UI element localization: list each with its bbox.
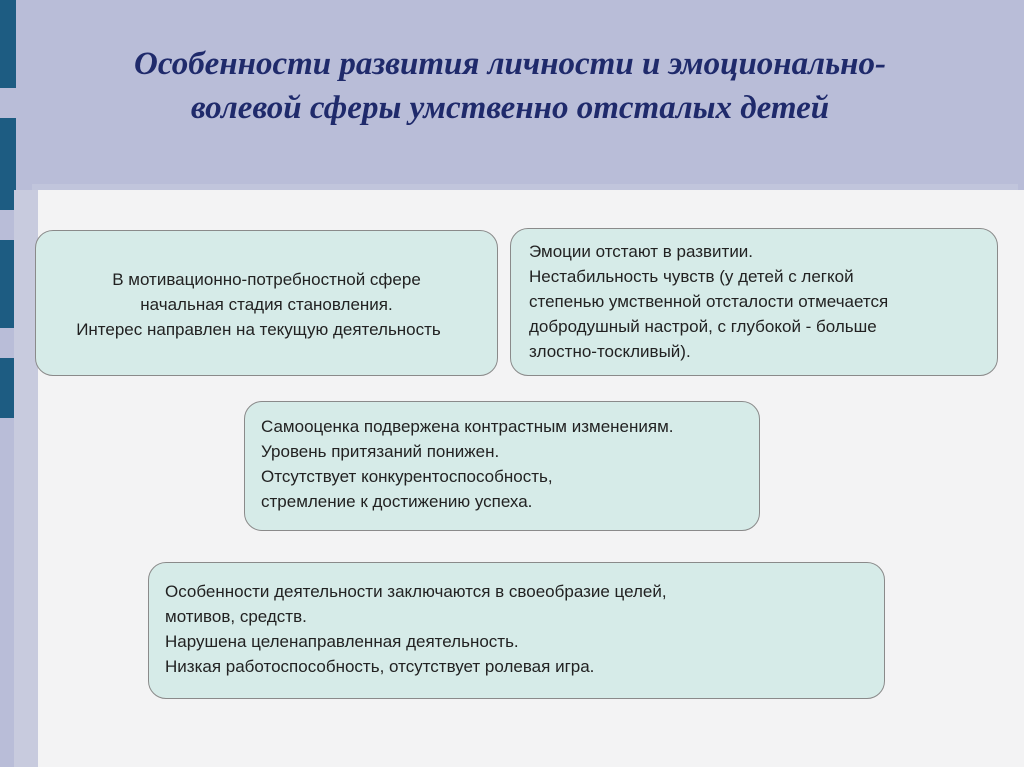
box-text-line: Низкая работоспособность, отсутствует ролевая игра. — [165, 657, 595, 676]
accent-bar — [0, 0, 16, 88]
title-line: Особенности развития личности и эмоционально- — [134, 46, 886, 82]
box-text-line: Отсутствует конкурентоспособность, — [261, 467, 553, 486]
box-text-line: Эмоции отстают в развитии. — [529, 242, 754, 261]
box-text-line: В мотивационно-потребностной сфере — [112, 270, 421, 289]
self-esteem-box — [244, 401, 760, 531]
box-text-line: злостно-тоскливый). — [529, 342, 691, 361]
box-text-line: Интерес направлен на текущую деятельность — [76, 320, 441, 339]
slide-title — [40, 42, 980, 130]
box-text-line: степенью умственной отсталости отмечается — [529, 292, 889, 311]
box-text-line: Уровень притязаний понижен. — [261, 442, 500, 461]
box-text-line: Особенности деятельности заключаются в своеобразие целей, — [165, 582, 667, 601]
box-text-line: Нестабильность чувств (у детей с легкой — [529, 267, 854, 286]
box-text-line: Самооценка подвержена контрастным изменениям. — [261, 417, 674, 436]
activity-box — [148, 562, 885, 699]
box-text-line: начальная стадия становления. — [140, 295, 393, 314]
emotions-box — [510, 228, 998, 376]
box-text-line: мотивов, средств. — [165, 607, 307, 626]
title-line: волевой сферы умственно отсталых детей — [190, 90, 830, 126]
box-text-line: стремление к достижению успеха. — [261, 492, 533, 511]
motivation-box — [35, 230, 498, 376]
box-text-line: добродушный настрой, с глубокой - больше — [529, 317, 877, 336]
box-text-line: Нарушена целенаправленная деятельность. — [165, 632, 519, 651]
